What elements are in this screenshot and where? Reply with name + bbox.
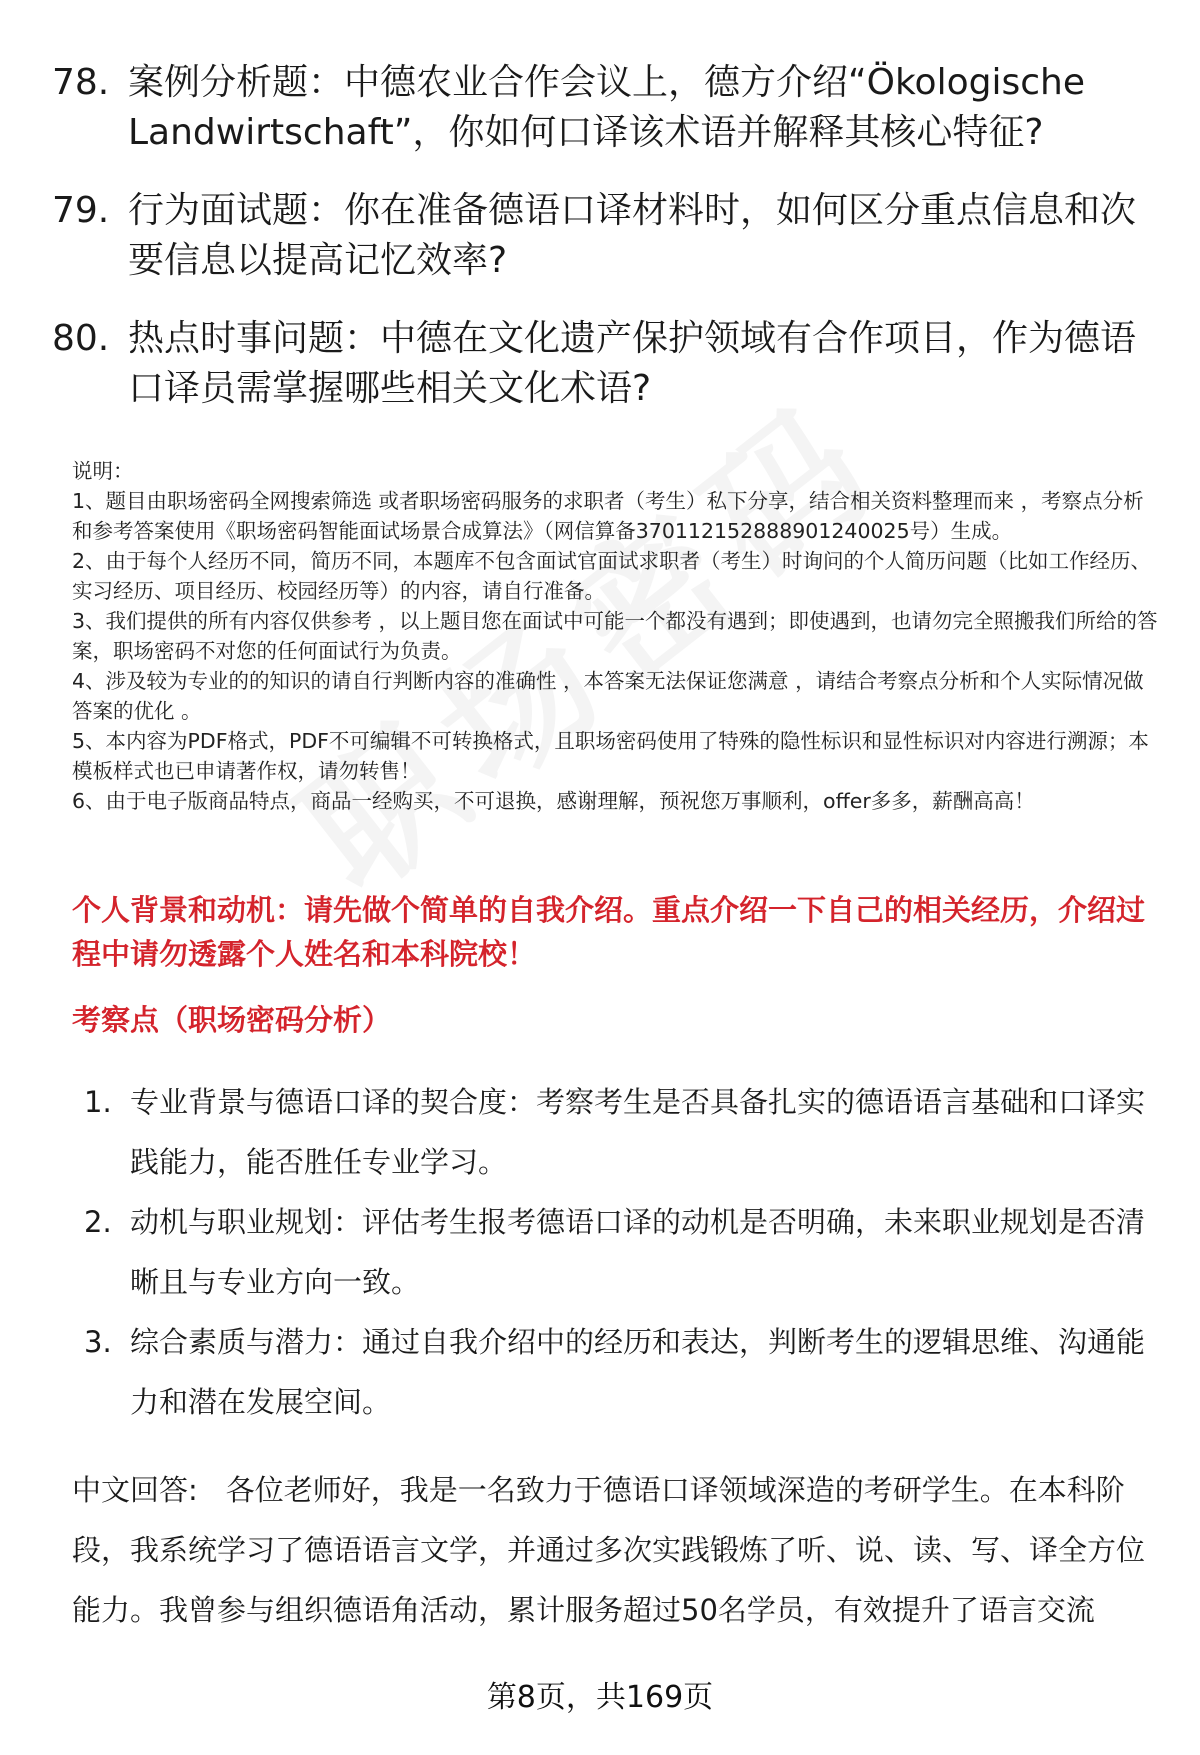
- notes-section: [72, 456, 1162, 816]
- question-item: [52, 186, 1162, 286]
- analysis-points: [84, 1072, 1162, 1432]
- question-item: [52, 314, 1162, 414]
- page-footer: 第8页，共169页: [486, 1680, 714, 1715]
- note-item: 1、题目由职场密码全网搜索筛选 或者职场密码服务的求职者（考生）私下分享，结合相关资料整理而来 ，考察点分析和参考答案使用《职场密码智能面试场景合成算法》（网信算备370112152888901240025号）生成。: [72, 489, 1144, 543]
- answer-text: 各位老师好，我是一名致力于德语口译领域深造的考研学生。在本科阶段，我系统学习了德语语言文学，并通过多次实践锻炼了听、说、读、写、译全方位能力。我曾参与组织德语角活动，累计服务超过50名学员，有效提升了语言交流: [72, 1473, 1146, 1627]
- question-text: 热点时事问题：中德在文化遗产保护领域有合作项目，作为德语口译员需掌握哪些相关文化术语?: [128, 318, 1137, 409]
- note-item: 6、由于电子版商品特点，商品一经购买，不可退换，感谢理解，预祝您万事顺利，offer多多，薪酬高高！: [72, 789, 1035, 813]
- notes-heading: 说明：: [72, 459, 134, 483]
- point-number: 1.: [84, 1085, 112, 1119]
- question-text: 案例分析题：中德农业合作会议上，德方介绍“Ökologische Landwirtschaft”，你如何口译该术语并解释其核心特征?: [128, 62, 1085, 153]
- analysis-point: [84, 1192, 1162, 1312]
- point-text: 动机与职业规划：评估考生报考德语口译的动机是否明确，未来职业规划是否清晰且与专业方向一致。: [130, 1205, 1146, 1299]
- point-number: 2.: [84, 1205, 112, 1239]
- question-number: 79.: [52, 190, 110, 231]
- point-text: 专业背景与德语口译的契合度：考察考生是否具备扎实的德语语言基础和口译实践能力，能否胜任专业学习。: [130, 1085, 1146, 1179]
- analysis-point: [84, 1312, 1162, 1432]
- answer-label: 中文回答:: [72, 1473, 198, 1507]
- note-item: 2、由于每个人经历不同，简历不同，本题库不包含面试官面试求职者（考生）时询问的个人简历问题（比如工作经历、实习经历、项目经历、校园经历等）的内容，请自行准备。: [72, 549, 1152, 603]
- analysis-point: [84, 1072, 1162, 1192]
- question-item: [52, 58, 1162, 158]
- note-item: 3、我们提供的所有内容仅供参考 ，以上题目您在面试中可能一个都没有遇到；即使遇到，也请勿完全照搬我们所给的答案，职场密码不对您的任何面试行为负责。: [72, 609, 1158, 663]
- point-text: 综合素质与潜力：通过自我介绍中的经历和表达，判断考生的逻辑思维、沟通能力和潜在发展空间。: [130, 1325, 1146, 1419]
- point-number: 3.: [84, 1325, 112, 1359]
- question-list: [52, 58, 1162, 442]
- note-item: 5、本内容为PDF格式，PDF不可编辑不可转换格式，且职场密码使用了特殊的隐性标识和显性标识对内容进行溯源；本模板样式也已申请著作权，请勿转售！: [72, 729, 1149, 783]
- analysis-heading: 考察点（职场密码分析）: [72, 1003, 392, 1037]
- question-heading: 个人背景和动机：请先做个简单的自我介绍。重点介绍一下自己的相关经历，介绍过程中请勿透露个人姓名和本科院校！: [72, 893, 1146, 971]
- question-text: 行为面试题：你在准备德语口译材料时，如何区分重点信息和次要信息以提高记忆效率?: [128, 190, 1137, 281]
- question-number: 80.: [52, 318, 110, 359]
- answer-paragraph: [72, 1460, 1162, 1640]
- question-number: 78.: [52, 62, 110, 103]
- note-item: 4、涉及较为专业的的知识的请自行判断内容的准确性 ，本答案无法保证您满意 ，请结合考察点分析和个人实际情况做答案的优化 。: [72, 669, 1144, 723]
